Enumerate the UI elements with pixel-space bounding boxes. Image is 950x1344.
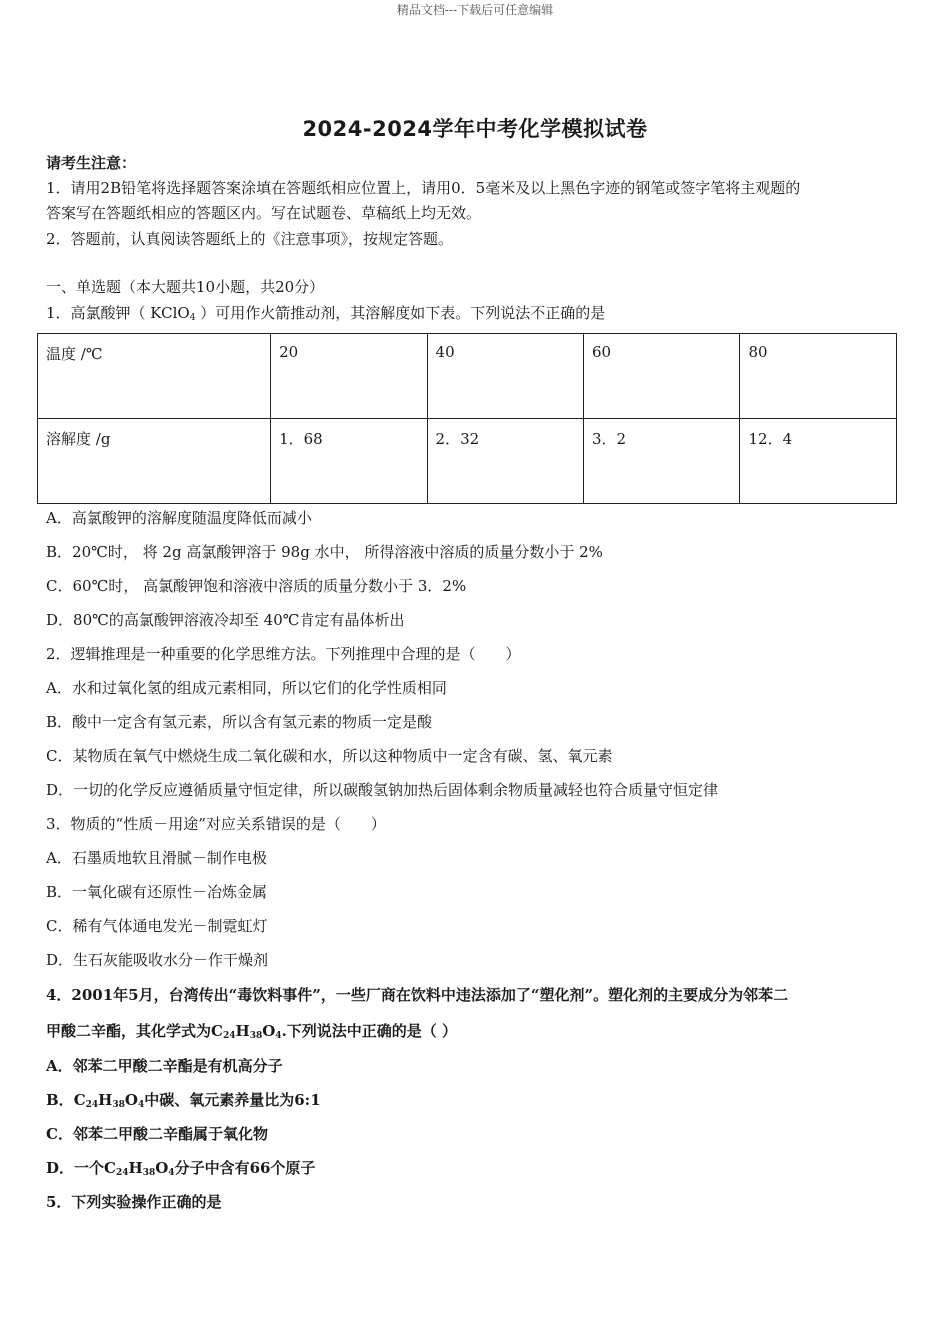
formula: [211, 1022, 282, 1040]
q4-option-b: [46, 1089, 321, 1110]
table-cell: 20: [271, 334, 427, 419]
table-cell: 溶解度 /g: [38, 419, 271, 504]
section-heading: 一、单选题（本大题共10小题，共20分）: [46, 278, 325, 296]
q1-option-b: B．20℃时， 将 2g 高氯酸钾溶于 98g 水中， 所得溶液中溶质的质量分数小于 2%: [46, 543, 603, 561]
formula-sub: 24: [85, 1100, 99, 1110]
table-cell: 12．4: [740, 419, 897, 504]
header-note: 精品文档---下载后可任意编辑: [396, 3, 554, 17]
q1-option-c: C．60℃时， 高氯酸钾饱和溶液中溶质的质量分数小于 3．2%: [46, 577, 467, 595]
q4-option-c: C．邻苯二甲酸二辛酯属于氧化物: [46, 1125, 268, 1143]
q1-stem-sub: 4: [189, 313, 196, 323]
option-text: 中碳、氧元素养量比为6:1: [144, 1091, 321, 1109]
formula-element: O: [262, 1022, 276, 1040]
table-cell: 40: [427, 334, 583, 419]
q3-option-b: B．一氧化碳有还原性－冶炼金属: [46, 883, 268, 901]
formula-element: C: [73, 1091, 86, 1109]
q5-stem: 5．下列实验操作正确的是: [46, 1193, 222, 1211]
table-cell: 温度 /℃: [38, 334, 271, 419]
q4-stem-b2: .下列说法中正确的是（ ）: [281, 1022, 458, 1040]
q4-stem-b: [46, 1020, 457, 1041]
q4-stem-b1: 甲酸二辛酯，其化学式为: [46, 1022, 212, 1040]
q2-option-c: C．某物质在氧气中燃烧生成二氧化碳和水，所以这种物质中一定含有碳、氢、氧元素: [46, 747, 613, 765]
q1-option-a: A．高氯酸钾的溶解度随温度降低而减小: [46, 509, 312, 527]
table-cell: 1．68: [271, 419, 427, 504]
q3-option-d: D．生石灰能吸收水分－作干燥剂: [46, 951, 269, 969]
q2-stem: 2．逻辑推理是一种重要的化学思维方法。下列推理中合理的是（ ）: [46, 645, 521, 663]
formula-element: O: [124, 1091, 138, 1109]
table-cell: 60: [584, 334, 740, 419]
notice-item-1a: 1．请用2B铅笔将选择题答案涂填在答题纸相应位置上，请用0．5毫米及以上黑色字迹的钢笔或签字笔将主观题的: [46, 179, 801, 197]
q4-option-a: A．邻苯二甲酸二辛酯是有机高分子: [46, 1057, 283, 1075]
formula-element: H: [98, 1091, 113, 1109]
q2-option-d: D．一切的化学反应遵循质量守恒定律，所以碳酸氢钠加热后固体剩余物质量减轻也符合质量守恒定律: [46, 781, 719, 799]
formula-sub: 38: [249, 1031, 263, 1041]
formula-sub: 4: [168, 1168, 175, 1178]
formula-element: H: [128, 1159, 143, 1177]
formula-element: O: [155, 1159, 169, 1177]
table-row: [38, 419, 897, 504]
q1-option-d: D．80℃的高氯酸钾溶液冷却至 40℃肯定有晶体析出: [46, 611, 405, 629]
option-prefix: D．一个: [46, 1159, 105, 1177]
q3-option-c: C．稀有气体通电发光－制霓虹灯: [46, 917, 268, 935]
formula-sub: 38: [142, 1168, 156, 1178]
solubility-table: [37, 333, 897, 504]
q1-stem-a: 1．高氯酸钾（ KClO: [46, 304, 190, 322]
table-row: [38, 334, 897, 419]
table-cell: 2．32: [427, 419, 583, 504]
q2-option-b: B．酸中一定含有氢元素，所以含有氢元素的物质一定是酸: [46, 713, 433, 731]
q4-stem-a: 4．2001年5月，台湾传出“毒饮料事件”，一些厂商在饮料中违法添加了“塑化剂”。塑化剂的主要成分为邻苯二: [46, 986, 789, 1004]
q3-option-a: A．石墨质地软且滑腻－制作电极: [46, 849, 267, 867]
formula: [104, 1159, 175, 1177]
formula-sub: 4: [275, 1031, 282, 1041]
formula-sub: 38: [112, 1100, 125, 1110]
table-cell: 3．2: [584, 419, 740, 504]
formula-sub: 24: [115, 1168, 129, 1178]
formula-element: C: [211, 1022, 223, 1040]
formula-sub: 4: [137, 1100, 145, 1110]
q1-stem: [46, 302, 605, 323]
formula-element: H: [235, 1022, 250, 1040]
q3-stem: 3．物质的“性质－用途”对应关系错误的是（ ）: [46, 815, 386, 833]
formula: [74, 1091, 145, 1109]
q4-option-d: [46, 1157, 315, 1178]
formula-sub: 24: [222, 1031, 236, 1041]
notice-item-2: 2．答题前，认真阅读答题纸上的《注意事项》，按规定答题。: [46, 230, 454, 248]
option-text: 分子中含有66个原子: [174, 1159, 316, 1177]
formula-element: C: [104, 1159, 116, 1177]
page-title: 2024-2024学年中考化学模拟试卷: [302, 117, 648, 141]
option-prefix: B．: [46, 1091, 74, 1109]
q2-option-a: A．水和过氧化氢的组成元素相同，所以它们的化学性质相同: [46, 679, 447, 697]
notice-item-1b: 答案写在答题纸相应的答题区内。写在试题卷、草稿纸上均无效。: [46, 204, 482, 222]
q1-stem-b: ）可用作火箭推动剂，其溶解度如下表。下列说法不正确的是: [195, 304, 606, 322]
notice-heading: 请考生注意：: [46, 154, 137, 172]
table-cell: 80: [740, 334, 897, 419]
